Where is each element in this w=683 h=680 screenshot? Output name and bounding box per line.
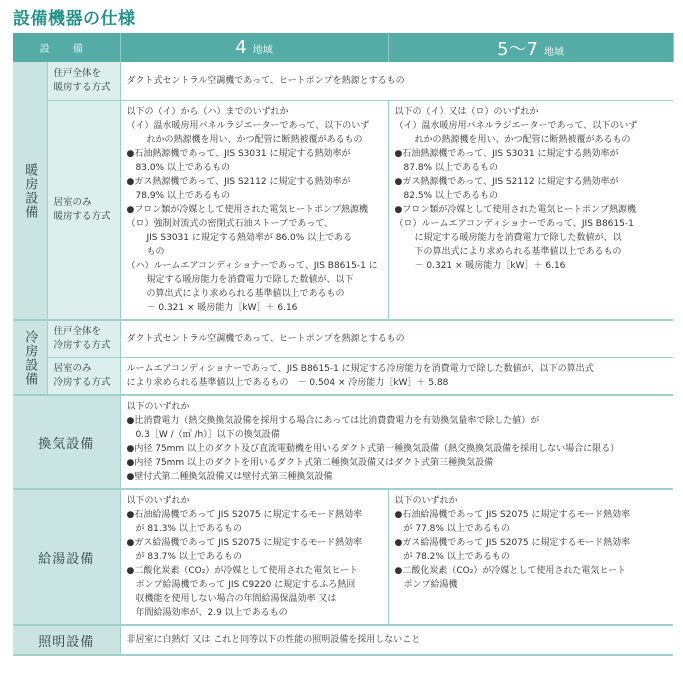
text-line: ●ガス給湯機であって JIS S2075 に規定するモード熱効率 (394, 538, 631, 548)
lighting-row (13, 625, 673, 655)
ventilation-category: 換気設備 (13, 395, 120, 489)
text-line: ●ガス熱源機であって、JIS S2112 に規定する熱効率が (126, 177, 351, 187)
text-line: 以下のいずれか (394, 496, 458, 506)
text-line: ●石油熱源機であって、JIS S3031 に規定する熱効率が (126, 149, 351, 159)
text-line: 78.9% 以上であるもの (135, 191, 230, 201)
text-line: が 81.3% 以上であるもの (135, 524, 242, 534)
heating-whole-label (47, 62, 120, 101)
text-line: ●ガス給湯機であって JIS S2075 に規定するモード熱効率 (126, 538, 363, 548)
cooling-whole-label (47, 320, 120, 358)
text-line: － 0.321 × 暖房能力［kW］＋ 6.16 (414, 261, 566, 271)
text-line: （ハ）ルームエアコンディショナーであって、JIS B8615-1 に (126, 261, 378, 271)
zone-5-7-number: 5～7 (497, 38, 538, 60)
text-line: ●内径 75mm 以上のダクトを用いるダクト式第二種換気設備又はダクト式第三種換気設備 (126, 458, 494, 468)
text-line: 82.5% 以上であるもの (403, 191, 498, 201)
hot-water-category: 給湯設備 (13, 489, 120, 625)
text-line: ●フロン類が冷媒として使用された電気ヒートポンプ熱源機 (126, 205, 368, 215)
text-line: 年間給湯効率が、2.9 以上であるもの (135, 608, 288, 618)
header-zone-4 (120, 33, 388, 62)
text-line: 以下の（イ）又は（ロ）のいずれか (394, 107, 539, 117)
label-line: 住戸全体を (53, 68, 102, 79)
lighting-cell: 非居室に白熱灯 又は これと同等以下の性能の照明設備を採用しないこと (120, 625, 673, 655)
text-line: が 78.2% 以上であるもの (403, 552, 510, 562)
text-line: 規定する暖房能力を消費電力で除した数値が、以下 (146, 275, 354, 285)
text-line: 83.0% 以上であるもの (135, 163, 230, 173)
hot-water-zone57-cell (388, 489, 673, 625)
page-title: 設備機器の仕様 (13, 9, 136, 29)
text-line: れかの熱源機を用い、かつ配管に断熱被覆があるもの (146, 135, 363, 145)
text-line: により求められる基準値以上であるもの － 0.504 × 冷房能力［kW］＋ 5.88 (126, 378, 449, 388)
label-line: 冷房する方式 (53, 377, 111, 388)
text-line: に規定する暖房能力を消費電力で除した数値が、以 (414, 233, 622, 243)
zone-5-7-label: 地域 (543, 46, 564, 58)
heating-room-label (47, 101, 120, 321)
heating-room-row (13, 101, 673, 321)
heating-zone57-cell (388, 101, 673, 321)
zone-4-label: 地域 (252, 45, 273, 56)
hot-water-zone4-cell (120, 489, 388, 625)
label-line: 暖房する方式 (53, 211, 111, 222)
text-line: もの (146, 247, 165, 257)
text-line: ●二酸化炭素（CO₂）が冷媒として使用された電気ヒート (126, 566, 358, 576)
text-line: 収機能を使用しない場合の年間給湯保温効率 又は (135, 594, 337, 604)
text-line: ポンプ給湯機 (403, 580, 458, 590)
heating-category: 暖房設備 (13, 62, 47, 320)
label-line: 住戸全体を (53, 326, 102, 337)
cooling-whole-text: ダクト式セントラル空調機であって、ヒートポンプを熱源とするもの (120, 320, 673, 358)
text-line: ●ガス熱源機であって、JIS S2112 に規定する熱効率が (394, 177, 619, 187)
header-zone-5-7 (388, 33, 673, 62)
zone-4-number: 4 (235, 37, 247, 58)
text-line: 以下のいずれか (126, 402, 190, 412)
label-line: 冷房する方式 (53, 340, 111, 351)
text-line: ●フロン類が冷媒として使用された電気ヒートポンプ熱源機 (394, 205, 636, 215)
hot-water-row (13, 489, 673, 625)
text-line: 0.3［W /（㎥ /h）］以下の換気設備 (135, 430, 280, 440)
text-line: 下の算出式により求められる基準値以上であるもの (414, 247, 622, 257)
text-line: ●二酸化炭素（CO₂）が冷媒として使用された電気ヒート (394, 566, 626, 576)
text-line: れかの熱源機を用い、かつ配管に断熱被覆があるもの (414, 135, 631, 145)
text-line: ●比消費電力（熱交換換気設備を採用する場合にあっては比消費費電力を有効換気量率で除した値）が (126, 416, 540, 426)
text-line: （ロ）ルームエアコンディショナーであって、JIS B8615-1 (394, 219, 634, 229)
cooling-room-cell (120, 358, 673, 396)
text-line: が 77.8% 以上であるもの (403, 524, 510, 534)
label-line: 居室のみ (53, 363, 92, 374)
header-equipment: 設 備 (13, 33, 120, 62)
cooling-category: 冷房設備 (13, 320, 47, 395)
text-line: （ロ）強制対流式の密閉式石油ストーブであって、 (126, 219, 334, 229)
text-line: ●内径 75mm 以上のダクト及び直流電動機を用いるダクト式第一種換気設備（熱交換換気設備を採用しない場合に限る） (126, 444, 620, 454)
text-line: ルームエアコンディショナーであって、JIS B8615-1 に規定する冷房能力を消費電力で除した数値が、以下の算出式 (126, 364, 594, 374)
text-line: 以下の（イ）から（ハ）までのいずれか (126, 107, 289, 117)
text-line: （イ）温水暖房用パネルラジエーターであって、以下のいず (394, 121, 638, 131)
text-line: ●壁付式第二種換気設備又は壁付式第三種換気設備 (126, 472, 333, 482)
cooling-room-row (13, 358, 673, 396)
text-line: ポンプ給湯機であって JIS C9220 に規定するふろ熱回 (135, 580, 356, 590)
text-line: JIS S3031 に規定する熱効率が 86.0% 以上である (146, 233, 353, 243)
label-line: 居室のみ (53, 197, 92, 208)
ventilation-cell (120, 395, 673, 489)
text-line: が 83.7% 以上であるもの (135, 552, 242, 562)
text-line: 87.8% 以上であるもの (403, 163, 498, 173)
label-line: 暖房する方式 (53, 82, 111, 93)
text-line: － 0.321 × 暖房能力［kW］＋ 6.16 (146, 303, 298, 313)
heating-whole-text: ダクト式セントラル空調機であって、ヒートポンプを熱源とするもの (120, 62, 673, 101)
text-line: 以下のいずれか (126, 496, 190, 506)
text-line: ●石油給湯機であって JIS S2075 に規定するモード熱効率 (126, 510, 363, 520)
ventilation-row (13, 395, 673, 489)
text-line: ●石油熱源機であって、JIS S3031 に規定する熱効率が (394, 149, 619, 159)
text-line: （イ）温水暖房用パネルラジエーターであって、以下のいず (126, 121, 370, 131)
equipment-spec-table (13, 33, 674, 656)
cooling-room-label (47, 358, 120, 396)
text-line: ●石油給湯機であって JIS S2075 に規定するモード熱効率 (394, 510, 631, 520)
heating-zone4-cell (120, 101, 388, 321)
heating-whole-row (13, 62, 673, 101)
cooling-whole-row (13, 320, 673, 358)
header-row (13, 33, 673, 62)
lighting-category: 照明設備 (13, 625, 120, 655)
text-line: の算出式により求められる基準値以上であるもの (146, 289, 345, 299)
